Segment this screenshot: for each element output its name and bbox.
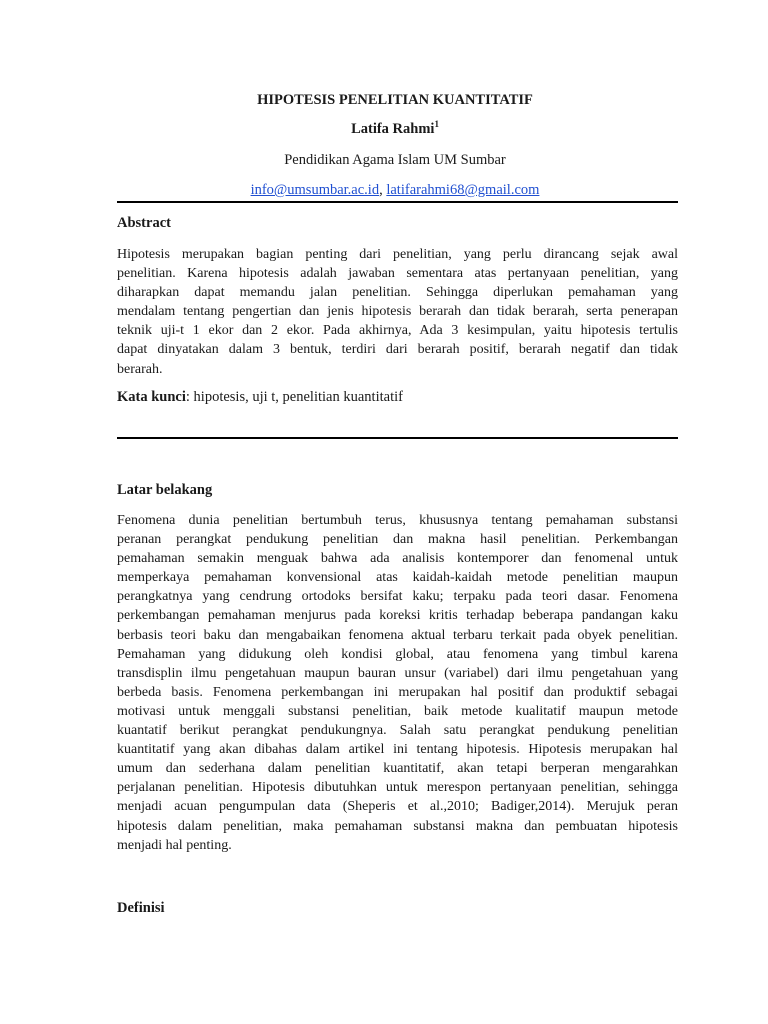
paragraph-line: hipotesis dalam penelitian, maka pemahaman substansi makna dan pembuatan hipotesis (117, 818, 678, 834)
paragraph-line: Fenomena dunia penelitian bertumbuh terus, khususnya tentang pemahaman substansi (117, 513, 678, 528)
paragraph-line: umum dan sederhana dalam penelitian kuantitatif, akan tetapi berperan mengarahkan (117, 761, 678, 777)
author-name: Latifa Rahmi (351, 121, 435, 137)
author-affiliation-mark: 1 (434, 119, 439, 130)
paragraph-line: perjalanan penelitian. Hipotesis dibutuhkan untuk merespon pertanyaan penelitian, sehingga (117, 780, 678, 796)
abstract-heading: Abstract (117, 215, 171, 231)
email-link-institution[interactable]: info@umsumbar.ac.id (250, 182, 380, 198)
abstract-body (117, 245, 678, 379)
abstract-line: teknik uji-t 1 ekor dan 2 ekor. Pada akhirnya, Ada 3 kesimpulan, yaitu hipotesis tertulis (117, 323, 678, 339)
abstract-line: dapat dinyatakan dalam 3 bentuk, terdiri dari berarah positif, berarah negatif dan tidak (117, 342, 678, 358)
paragraph-line: motivasi untuk menggali substansi penelitian, baik metode kualitatif maupun metode (117, 703, 678, 719)
latar-belakang-body (117, 511, 678, 855)
email-link-author[interactable]: latifarahmi68@gmail.com (386, 182, 540, 198)
paragraph-line: berbeda basis. Fenomena perkembangan ini merupakan hal positif dan produktif sebagai (117, 684, 678, 700)
abstract-line: Hipotesis merupakan bagian penting dari penelitian, yang perlu dirancang sejak awal (117, 247, 678, 262)
email-separator: , (379, 182, 387, 198)
author-emails (0, 182, 768, 199)
paragraph-line: peranan perangkat pendukung penelitian dan makna hasil penelitian. Perkembangan (117, 532, 678, 548)
header-divider (117, 201, 678, 203)
author-affiliation: Pendidikan Agama Islam UM Sumbar (284, 152, 506, 168)
abstract-line: penelitian. Karena hipotesis adalah jawaban sementara atas pertanyaan penelitian, yang (117, 266, 678, 282)
section-heading-latar-belakang: Latar belakang (117, 482, 213, 498)
paragraph-line: pemahaman semakin menguak bahwa ada analisis kontemporer dan fenomenal untuk (117, 551, 678, 567)
keywords-label: Kata kunci (117, 389, 186, 405)
abstract-line: mendalam tentang pengertian dan jenis hipotesis berarah dan tidak berarah, serta penerapan (117, 304, 678, 320)
section-heading-definisi: Definisi (117, 900, 165, 916)
abstract-divider (117, 437, 678, 439)
keywords (117, 389, 403, 406)
abstract-line: berarah. (117, 361, 163, 377)
paper-title: HIPOTESIS PENELITIAN KUANTITATIF (257, 92, 533, 108)
paragraph-line: menjadi acuan pengumpulan data (Sheperis et al.,2010; Badiger,2014). Merujuk peran (117, 799, 678, 815)
paragraph-line: memperkaya pemahaman konvensional atas kaidah-kaidah metode penelitian maupun (117, 570, 678, 586)
paragraph-line: kuantitatif yang akan dibahas dalam artikel ini tentang hipotesis. Hipotesis merupakan hal (117, 742, 678, 758)
paragraph-line: kuantatif berikut perangkat pendukungnya. Salah satu perangkat pendukung penelitian (117, 723, 678, 739)
paragraph-line: berbasis teori baku dan mengabaikan fenomena aktual terbaru terkait pada obyek penelitian. (117, 627, 678, 643)
paragraph-line: Pemahaman yang didukung oleh kondisi global, atau fenomena yang timbul karena (117, 646, 678, 662)
abstract-line: diharapkan dapat memandu jalan penelitian. Sehingga diperlukan pemahaman yang (117, 285, 678, 301)
author-line (0, 121, 768, 138)
keywords-value: : hipotesis, uji t, penelitian kuantitatif (185, 389, 403, 405)
paragraph-line: perangkatnya yang cendrung ortodoks bersifat kaku; terpaku pada teori dasar. Fenomena (117, 589, 678, 605)
paragraph-line: menjadi hal penting. (117, 837, 232, 853)
paragraph-line: transdisplin ilmu pengetahuan maupun bauran unsur (variabel) dari ilmu pengetahuan yang (117, 665, 678, 681)
paragraph-line: perkembangan pemahaman menjurus pada koreksi kritis terhadap beberapa pandangan kaku (117, 608, 678, 624)
